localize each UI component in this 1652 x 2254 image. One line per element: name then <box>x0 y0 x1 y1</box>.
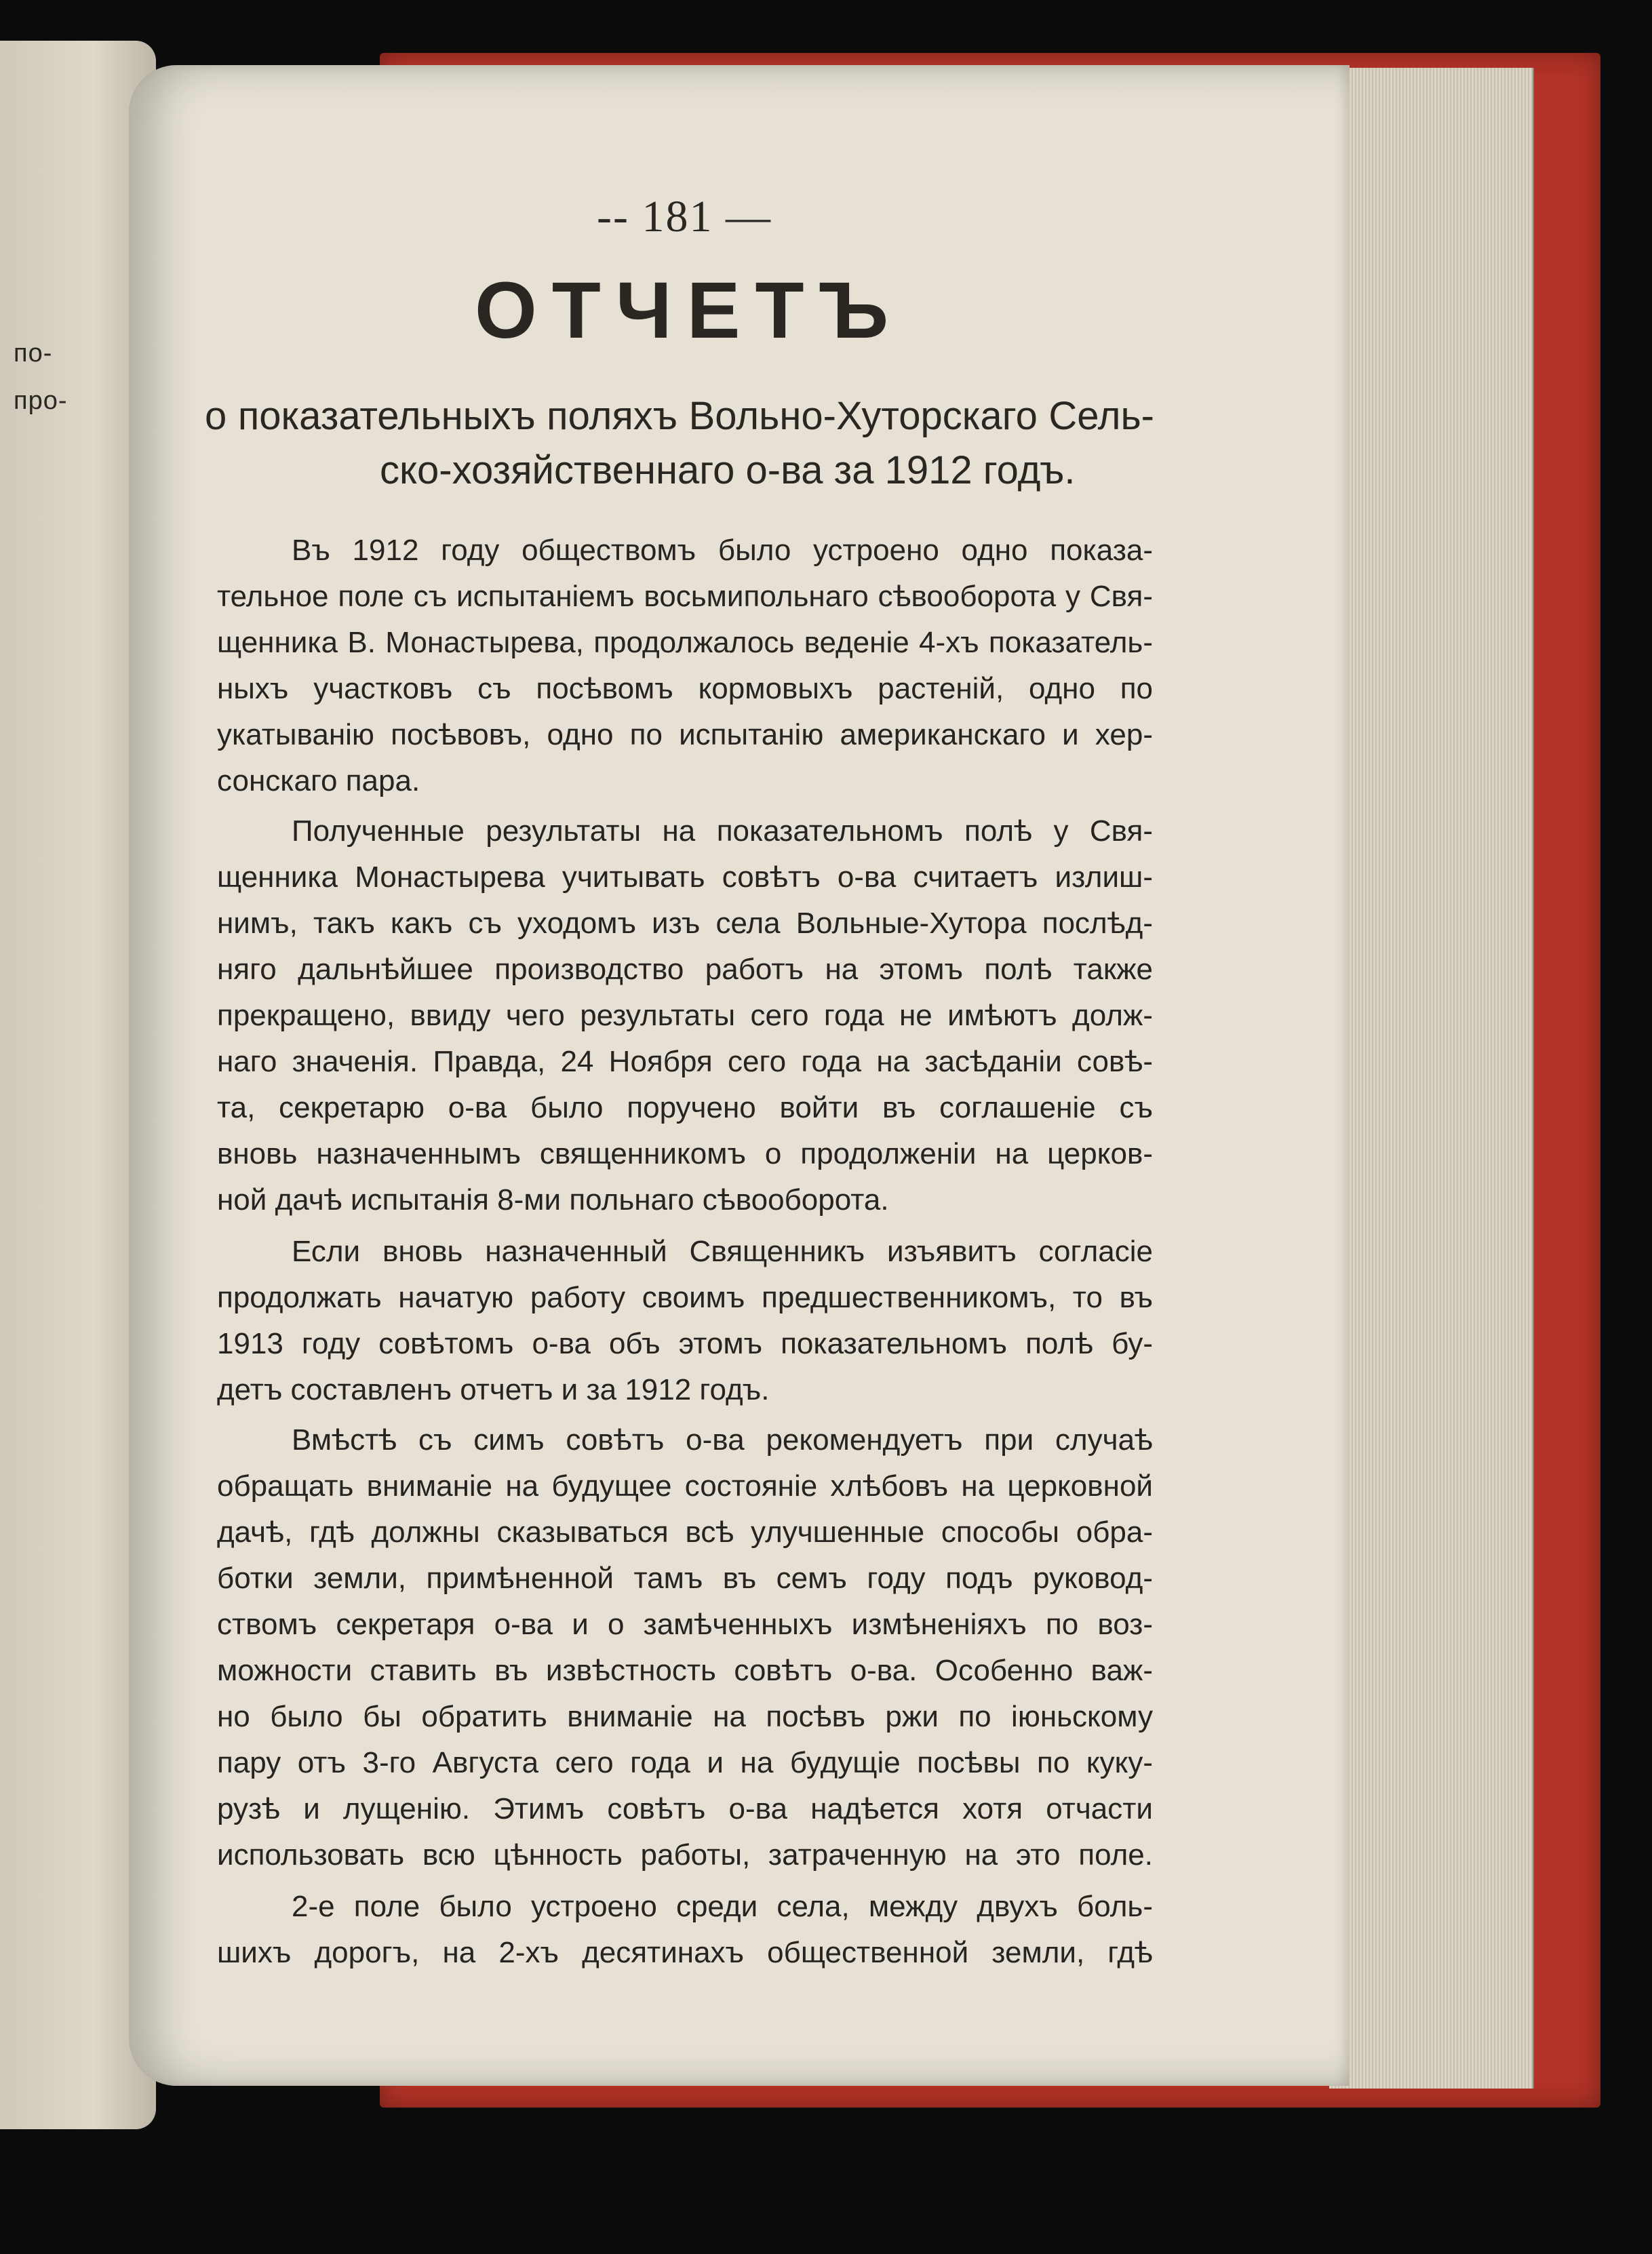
paragraph-line: обращать вниманіе на будущее состояніе хлѣбовъ на церковной <box>217 1469 1153 1503</box>
paragraph-line: сонскаго пара. <box>217 764 420 797</box>
paragraph-line: Если вновь назначенный Священникъ изъявитъ согласіе <box>292 1235 1153 1268</box>
paragraph-line: тельное поле съ испытаніемъ восьмипольнаго сѣвооборота у Свя- <box>217 580 1153 613</box>
paragraph-line: щенника В. Монастырева, продолжалось веденіе 4-хъ показатель- <box>217 626 1153 659</box>
subtitle-line: о показательныхъ поляхъ Вольно-Хуторскаго Сель- <box>205 394 1154 438</box>
paragraph-line: детъ составленъ отчетъ и за 1912 годъ. <box>217 1373 770 1406</box>
paragraph-line: но было бы обратить вниманіе на посѣвъ ржи по іюньскому <box>217 1700 1153 1733</box>
left-page-fragment: по- <box>14 339 53 368</box>
paragraph-line: няго дальнѣйшее производство работъ на этомъ полѣ также <box>217 953 1153 986</box>
page-title: ОТЧЕТЪ <box>475 266 904 355</box>
paragraph-line: укатыванію посѣвовъ, одно по испытанію американскаго и хер- <box>217 718 1153 751</box>
paragraph-line: продолжать начатую работу своимъ предшественникомъ, то въ <box>217 1281 1153 1314</box>
paragraph-line: ной дачѣ испытанія 8-ми польнаго сѣвооборота. <box>217 1183 889 1217</box>
paragraph-line: 1913 году совѣтомъ о-ва объ этомъ показательномъ полѣ бу- <box>217 1327 1153 1360</box>
left-page-fragment: про- <box>14 387 68 415</box>
paragraph-line: дачѣ, гдѣ должны сказываться всѣ улучшенные способы обра- <box>217 1516 1153 1549</box>
paragraph-line: Вмѣстѣ съ симъ совѣтъ о-ва рекомендуетъ при случаѣ <box>292 1423 1153 1457</box>
subtitle-line: ско-хозяйственнаго о-ва за 1912 годъ. <box>380 448 1076 492</box>
paragraph-line: Полученные результаты на показательномъ полѣ у Свя- <box>292 814 1153 848</box>
paragraph-line: Въ 1912 году обществомъ было устроено одно показа- <box>292 534 1153 567</box>
paragraph-line: ствомъ секретаря о-ва и о замѣченныхъ измѣненіяхъ по воз- <box>217 1608 1153 1641</box>
paragraph-line: щенника Монастырева учитывать совѣтъ о-ва считаетъ излиш- <box>217 861 1153 894</box>
paragraph-line: пару отъ 3-го Августа сего года и на будущіе посѣвы по куку- <box>217 1746 1153 1779</box>
paragraph-line: шихъ дорогъ, на 2-хъ десятинахъ общественной земли, гдѣ <box>217 1936 1153 1969</box>
paragraph-line: 2-е поле было устроено среди села, между двухъ боль- <box>292 1890 1153 1923</box>
paragraph-line: та, секретарю о-ва было поручено войти въ соглашеніе съ <box>217 1091 1153 1124</box>
paragraph-line: ботки земли, примѣненной тамъ въ семъ году подъ руковод- <box>217 1562 1153 1595</box>
page-edges <box>1329 68 1534 2089</box>
paragraph-line: вновь назначеннымъ священникомъ о продолженіи на церков- <box>217 1137 1153 1170</box>
paragraph-line: нимъ, такъ какъ съ уходомъ изъ села Вольные-Хутора послѣд- <box>217 907 1153 940</box>
paragraph-line: рузѣ и лущенію. Этимъ совѣтъ о-ва надѣется хотя отчасти <box>217 1792 1153 1825</box>
paragraph-line: ныхъ участковъ съ посѣвомъ кормовыхъ растеній, одно по <box>217 672 1153 705</box>
paragraph-line: наго значенія. Правда, 24 Ноября сего года на засѣданіи совѣ- <box>217 1045 1153 1078</box>
page-number: -- 181 — <box>597 192 772 241</box>
paragraph-line: использовать всю цѣнность работы, затраченную на это поле. <box>217 1838 1153 1872</box>
paragraph-line: можности ставить въ извѣстность совѣтъ о-ва. Особенно важ- <box>217 1654 1153 1687</box>
paragraph-line: прекращено, ввиду чего результаты сего года не имѣютъ долж- <box>217 999 1153 1032</box>
